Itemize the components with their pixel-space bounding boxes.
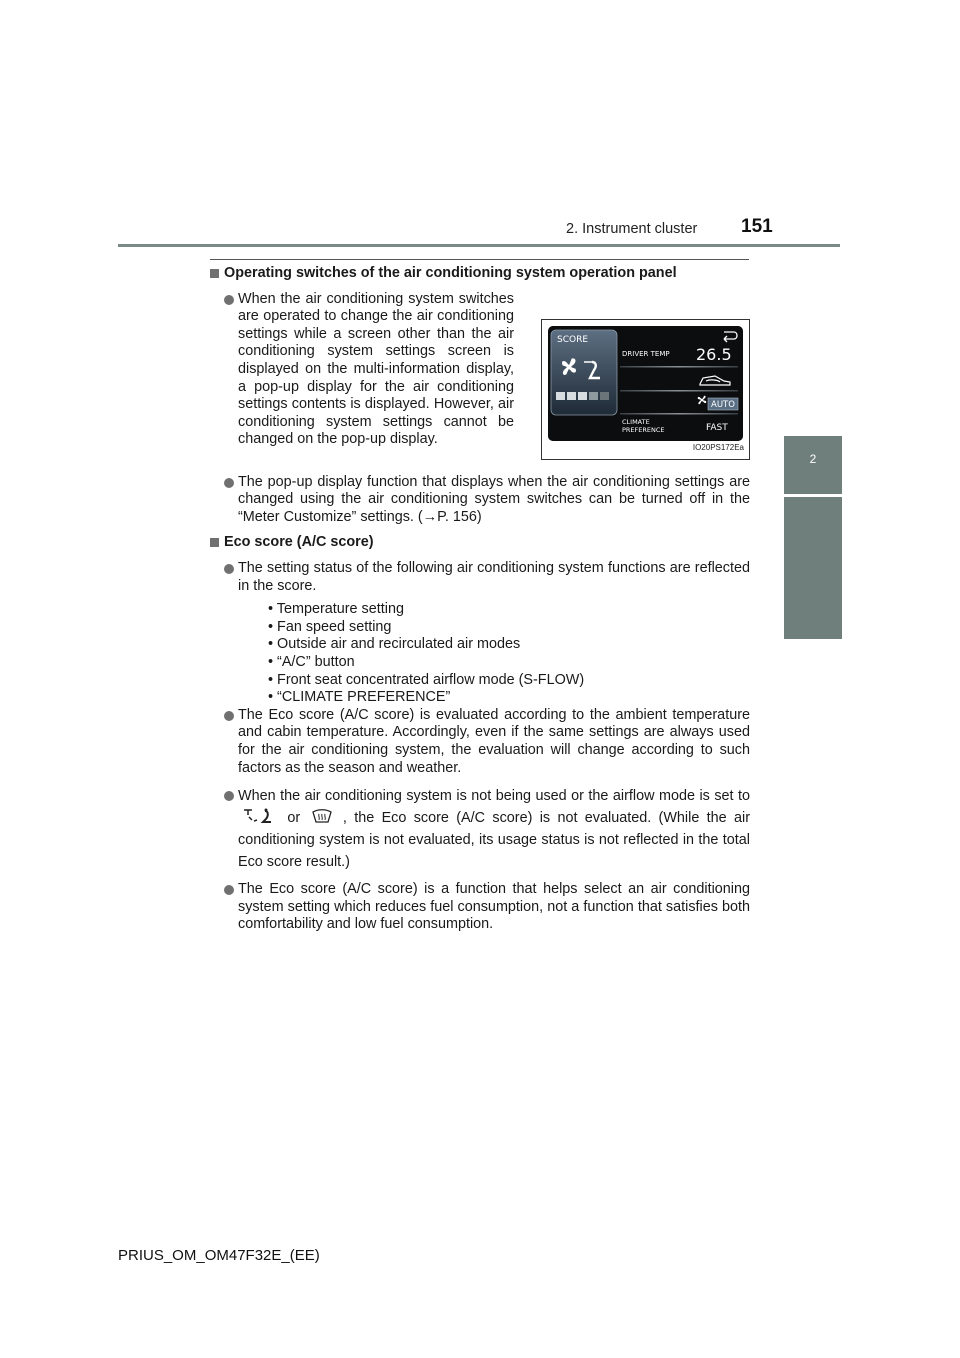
climate-preference-value: FAST xyxy=(706,422,728,433)
bullet-setting-status xyxy=(210,560,750,707)
section-heading-operating-switches xyxy=(210,265,750,283)
list-item: • Front seat concentrated airflow mode (S-FLOW) xyxy=(268,671,585,688)
circle-bullet-icon xyxy=(224,478,234,488)
bullet-text: When the air conditioning system switches are operated to change the air conditioning settings while a screen other than the air conditioning system settings screen is displayed on the multi-information display, a pop-up display for the air conditioning settings contents is displayed. However, air conditioning system settings cannot be changed on the pop-up display. xyxy=(238,290,514,448)
intro-row xyxy=(210,291,750,460)
score-bar xyxy=(556,392,609,400)
climate-preference-line2: PREFERENCE xyxy=(622,425,665,434)
section-rule xyxy=(210,259,749,260)
climate-preference-line1: CLIMATE xyxy=(622,417,650,426)
windshield-defroster-icon xyxy=(311,808,333,824)
bullet-meter-customize xyxy=(210,474,750,527)
square-bullet-icon xyxy=(210,269,219,278)
circle-bullet-icon xyxy=(224,564,234,574)
score-label: SCORE xyxy=(557,334,589,345)
bullet-not-evaluated xyxy=(210,785,750,873)
bullet-evaluation-factors xyxy=(210,707,750,777)
ac-popup-figure xyxy=(541,319,750,460)
ac-popup-illustration xyxy=(548,326,743,441)
chapter-tab-label: Instrument cluster xyxy=(774,638,788,738)
bullet-eco-function-purpose xyxy=(210,881,750,934)
driver-temp-label: DRIVER TEMP xyxy=(622,349,670,358)
circle-bullet-icon xyxy=(224,791,234,801)
bullet-text-post: , the Eco score (A/C score) is not evaluated. (While the air conditioning system is not evaluated, its usage status is not reflected in the total Eco score result.) xyxy=(238,810,751,871)
square-bullet-icon xyxy=(210,538,219,547)
chapter-tab-number: 2 xyxy=(809,452,817,466)
page-number: 151 xyxy=(741,216,773,237)
foot-airflow-mode-icon xyxy=(241,808,277,824)
driver-temp-value: 26.5 xyxy=(696,344,732,364)
auto-label: AUTO xyxy=(711,399,735,410)
bullet-text: The Eco score (A/C score) is a function that helps select an air conditioning system setting which reduces fuel consumption, not a function that satisfies both comfortability and low fuel consumption. xyxy=(238,881,750,933)
list-item: • Fan speed setting xyxy=(268,618,392,635)
bullet-text: The setting status of the following air conditioning system functions are reflected in the score. xyxy=(238,559,750,594)
list-item: • “CLIMATE PREFERENCE” xyxy=(268,689,451,706)
heading-text: Eco score (A/C score) xyxy=(224,534,374,551)
bullet-text-pre: When the air conditioning system is not being used or the airflow mode is set to xyxy=(238,788,750,805)
bullet-text: The pop-up display function that displays when the air conditioning settings are changed using the air conditioning system switches can be turned off in the “Meter Customize” settings. (→P. 156) xyxy=(238,473,750,525)
header-rule xyxy=(118,244,840,247)
bullet-text-or: or xyxy=(287,810,301,827)
ac-function-list xyxy=(238,601,750,707)
circle-bullet-icon xyxy=(224,711,234,721)
main-content xyxy=(210,265,750,934)
footer-doc-code: PRIUS_OM_OM47F32E_(EE) xyxy=(118,1247,320,1264)
multi-info-display-screen xyxy=(548,326,743,441)
section-heading-eco-score xyxy=(210,534,750,552)
list-item: • Temperature setting xyxy=(268,601,404,618)
list-item: • “A/C” button xyxy=(268,653,355,670)
header-section-title: 2. Instrument cluster xyxy=(566,221,698,237)
circle-bullet-icon xyxy=(224,885,234,895)
chapter-tab-side xyxy=(784,497,842,639)
circle-bullet-icon xyxy=(224,295,234,305)
bullet-popup-display xyxy=(210,291,514,460)
heading-text: Operating switches of the air conditioning system operation panel xyxy=(224,265,677,281)
bullet-text: The Eco score (A/C score) is evaluated according to the ambient temperature and cabin temperature. Accordingly, even if the same settings are always used for the air conditioning system, the evaluation will change according to such factors as the season and weather. xyxy=(238,706,750,776)
list-item: • Outside air and recirculated air modes xyxy=(268,636,521,653)
figure-caption: IO20PS172Ea xyxy=(692,443,744,452)
